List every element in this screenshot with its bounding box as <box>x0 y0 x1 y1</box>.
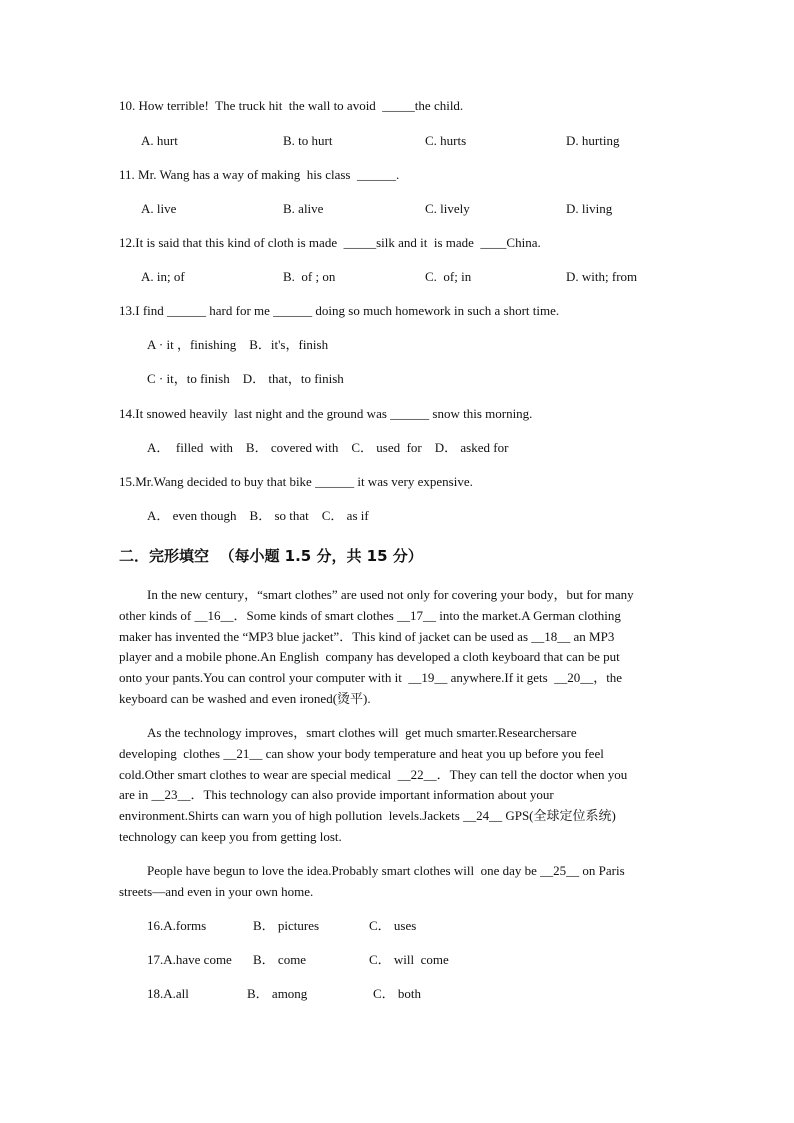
cloze-16-option-b: B． pictures <box>253 918 320 933</box>
passage-line: other kinds of __16__．Some kinds of smart clothes __17__ into the market.A German clothing <box>119 607 621 623</box>
question-11-option-b: B. alive <box>283 201 324 216</box>
cloze-16-option-a: 16.A.forms <box>147 918 207 933</box>
question-10-stem: 10. How terrible! The truck hit the wall to avoid _____the child. <box>119 98 464 113</box>
question-10-option-d: D. hurting <box>566 133 620 148</box>
question-11-option-d: D. living <box>566 201 613 216</box>
passage-line: cold.Other smart clothes to wear are special medical __22__．They can tell the doctor when you <box>119 766 628 782</box>
question-10-option-b: B. to hurt <box>283 133 333 148</box>
passage-line: player and a mobile phone.An English company has developed a cloth keyboard that can be put <box>119 649 620 665</box>
section-title: 二．完形填空 （每小题 1.5 分，共 15 分） <box>119 547 423 565</box>
cloze-16-option-c: C． uses <box>369 918 417 933</box>
question-10-option-c: C. hurts <box>425 133 467 148</box>
passage-line: In the new century，“smart clothes” are used not only for covering your body，but for many <box>147 587 634 602</box>
passage-line: onto your pants.You can control your computer with it __19__ anywhere.If it gets __20__，the <box>119 670 623 686</box>
cloze-18-option-b: B． among <box>247 986 308 1001</box>
question-12-option-d: D. with; from <box>566 269 638 284</box>
passage-line: environment.Shirts can warn you of high pollution levels.Jackets __24__ GPS(全球定位系统) <box>119 808 616 824</box>
cloze-17-option-c: C． will come <box>369 952 449 967</box>
passage-line: developing clothes __21__ can show your body temperature and heat you up before you feel <box>119 745 604 761</box>
question-11-option-c: C. lively <box>425 201 470 216</box>
question-15-options-line: A． even though B． so that C． as if <box>147 508 369 523</box>
passage-line: technology can keep you from getting lost. <box>119 828 342 844</box>
question-11-option-a: A. live <box>141 201 177 216</box>
question-14-options-line: A． filled with B． covered with C． used for D． asked for <box>147 440 509 455</box>
question-11-stem: 11. Mr. Wang has a way of making his class ______. <box>119 167 400 182</box>
cloze-18-option-c: C． both <box>373 986 422 1001</box>
question-15-stem: 15.Mr.Wang decided to buy that bike ______ it was very expensive. <box>119 474 473 489</box>
passage-line: are in __23__．This technology can also provide important information about your <box>119 787 554 803</box>
cloze-18-option-a: 18.A.all <box>147 986 189 1001</box>
cloze-17-option-b: B． come <box>253 952 307 967</box>
passage-line: keyboard can be washed and even ironed(烫平). <box>119 690 371 706</box>
question-14-stem: 14.It snowed heavily last night and the ground was ______ snow this morning. <box>119 406 533 421</box>
cloze-17-option-a: 17.A.have come <box>147 952 232 967</box>
question-10-option-a: A. hurt <box>141 133 178 148</box>
passage-line: As the technology improves，smart clothes will get much smarter.Researchersare <box>147 725 577 740</box>
question-13-options-line-2: C · it，to finish D． that，to finish <box>147 371 344 386</box>
question-13-stem: 13.I find ______ hard for me ______ doing so much homework in such a short time. <box>119 303 560 318</box>
question-13-options-line-1: A · it ，finishing B．it's，finish <box>147 337 329 352</box>
question-12-option-a: A. in; of <box>141 269 185 284</box>
passage-line: People have begun to love the idea.Probably smart clothes will one day be __25__ on Paris <box>147 863 625 878</box>
passage-line: streets—and even in your own home. <box>119 883 314 899</box>
question-12-option-c: C. of; in <box>425 269 472 284</box>
passage-paragraph-2 <box>119 723 679 848</box>
question-12-option-b: B. of ; on <box>283 269 336 284</box>
passage-paragraph-1 <box>119 585 679 710</box>
passage-paragraph-3 <box>119 861 679 903</box>
passage-line: maker has invented the “MP3 blue jacket”．This kind of jacket can be used as __18__ an MP3 <box>119 628 615 644</box>
question-12-stem: 12.It is said that this kind of cloth is made _____silk and it is made ____China. <box>119 235 541 250</box>
